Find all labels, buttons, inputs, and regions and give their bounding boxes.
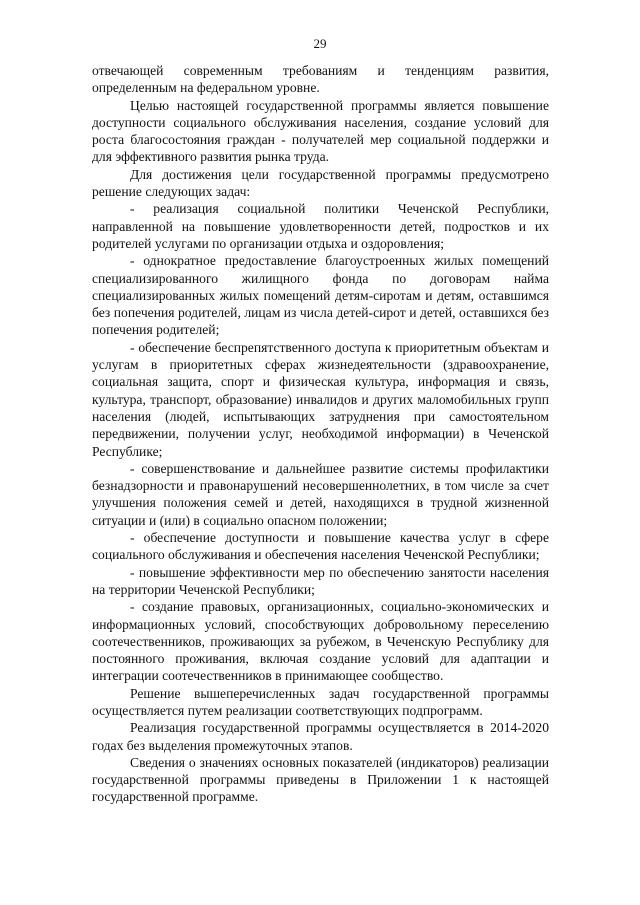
- list-item: - однократное предоставление благоустроенных жилых помещений специализированного жилищного фонда по договорам найма специализированных жилых помещений детям-сиротам и детям, оставшимся без попечения родителей, лицам из числа детей-сирот и детей, оставшихся без попечения родителей;: [92, 253, 549, 338]
- page-number: 29: [313, 36, 327, 51]
- paragraph: Решение вышеперечисленных задач государственной программы осуществляется путем реализации соответствующих подпрограмм.: [92, 685, 549, 718]
- list-item: - реализация социальной политики Чеченской Республики, направленной на повышение удовлетворенности детей, подростков и их родителей услугами по организации отдыха и оздоровления;: [92, 201, 549, 251]
- list-item: - повышение эффективности мер по обеспечению занятости населения на территории Чеченской Республики;: [92, 564, 549, 597]
- paragraph: Реализация государственной программы осуществляется в 2014-2020 годах без выделения промежуточных этапов.: [92, 720, 549, 753]
- paragraph: отвечающей современным требованиям и тенденциям развития, определенным на федеральном уровне.: [92, 63, 549, 96]
- list-item: - создание правовых, организационных, социально-экономических и информационных условий, способствующих добровольному переселению соотечественников, проживающих за рубежом, в Чеченскую Республику для постоянного проживания, включая создание условий для адаптации и интеграции соотечественников в принимающее сообщество.: [92, 599, 549, 684]
- list-item: - обеспечение беспрепятственного доступа к приоритетным объектам и услугам в приоритетных сферах жизнедеятельности (здравоохранение, социальная защита, спорт и физическая культура, информация и связь, культура, транспорт, образование) инвалидов и других маломобильных групп населения (людей, испытывающих затруднения при самостоятельном передвижении, получении услуг, необходимой информации) в Чеченской Республике;: [92, 339, 549, 459]
- list-item: - обеспечение доступности и повышение качества услуг в сфере социального обслуживания и обеспечения населения Чеченской Республики;: [92, 530, 549, 563]
- list-item: - совершенствование и дальнейшее развитие системы профилактики безнадзорности и правонарушений несовершеннолетних, в том числе за счет улучшения положения семей и детей, находящихся в трудной жизненной ситуации и (или) в социально опасном положении;: [92, 460, 549, 528]
- paragraph: Целью настоящей государственной программы является повышение доступности социального обслуживания населения, создание условий для роста благосостояния граждан - получателей мер социальной поддержки и для эффективного развития рынка труда.: [92, 97, 549, 165]
- paragraph: Для достижения цели государственной программы предусмотрено решение следующих задач:: [92, 166, 549, 200]
- paragraph: Сведения о значениях основных показателей (индикаторов) реализации государственной программы приведены в Приложении 1 к настоящей государственной программе.: [92, 754, 549, 805]
- page-body: [92, 62, 549, 806]
